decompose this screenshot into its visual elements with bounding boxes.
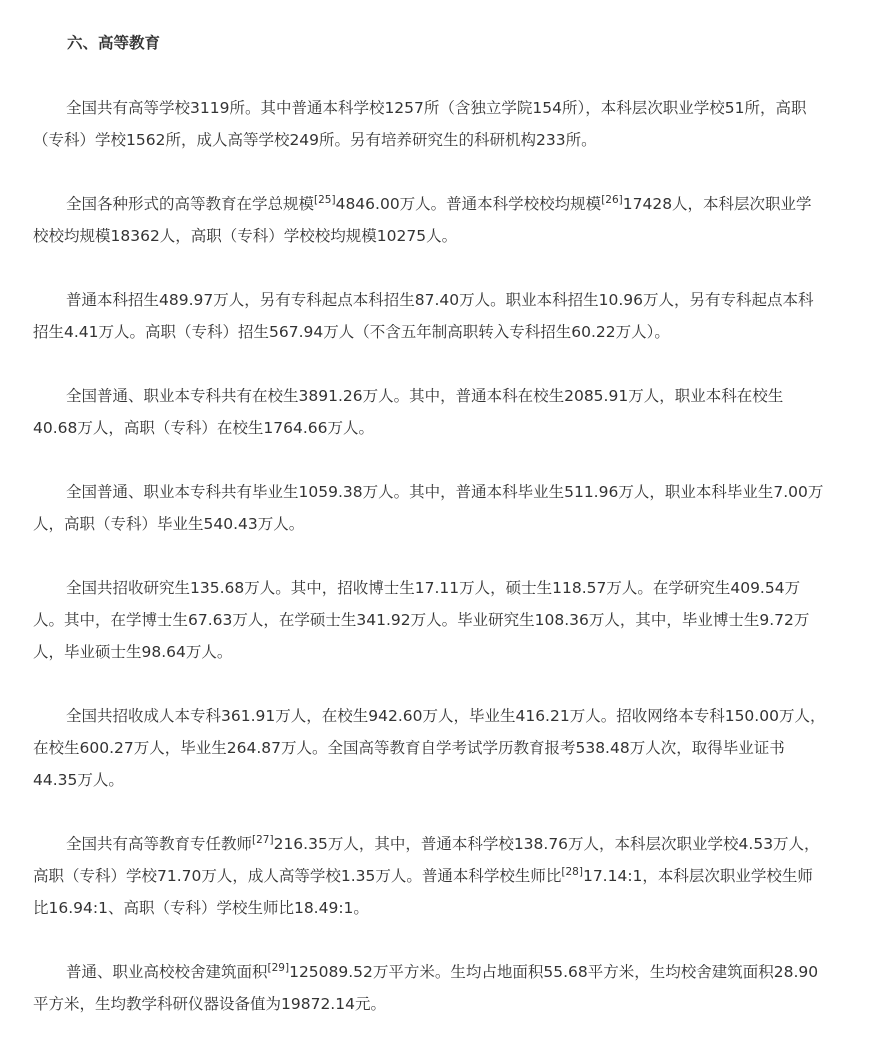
text-segment: 人。其中，在学博士生67.63万人，在学硕士生341.92万人。毕业研究生108.36万人，其中，毕业博士生9.72万 bbox=[33, 611, 810, 629]
paragraph bbox=[33, 476, 833, 540]
text-segment: 人，高职（专科）毕业生540.43万人。 bbox=[33, 515, 305, 533]
footnote-ref[interactable]: [26] bbox=[601, 194, 623, 206]
paragraph-line bbox=[33, 700, 833, 732]
footnote-ref[interactable]: [29] bbox=[267, 962, 290, 974]
paragraph-line bbox=[33, 892, 833, 924]
paragraph-line bbox=[33, 316, 833, 348]
paragraph-line bbox=[33, 572, 833, 604]
paragraph-line bbox=[33, 860, 833, 892]
text-segment: 125089.52万平方米。生均占地面积55.68平方米，生均校舍建筑面积28.90 bbox=[289, 963, 819, 981]
paragraph-line bbox=[33, 956, 833, 988]
paragraph-line bbox=[33, 828, 833, 860]
text-segment: 普通、职业高校校舍建筑面积 bbox=[66, 963, 268, 981]
text-segment: 在校生600.27万人，毕业生264.87万人。全国高等教育自学考试学历教育报考538.48万人次，取得毕业证书 bbox=[33, 739, 785, 757]
paragraph bbox=[33, 92, 833, 156]
paragraph-line bbox=[33, 92, 833, 124]
footnote-ref[interactable]: [28] bbox=[561, 866, 583, 878]
text-segment: 校校均规模18362人，高职（专科）学校校均规模10275人。 bbox=[33, 227, 458, 245]
paragraph-line bbox=[33, 508, 833, 540]
paragraph-line bbox=[33, 604, 833, 636]
paragraph-line bbox=[33, 380, 833, 412]
text-segment: 招生4.41万人。高职（专科）招生567.94万人（不含五年制高职转入专科招生60.22万人）。 bbox=[33, 323, 670, 341]
footnote-ref[interactable]: [25] bbox=[314, 194, 336, 206]
text-segment: 全国各种形式的高等教育在学总规模 bbox=[66, 195, 315, 213]
text-segment: 全国普通、职业本专科共有毕业生1059.38万人。其中，普通本科毕业生511.96万人，职业本科毕业生7.00万 bbox=[66, 483, 824, 501]
paragraph-line bbox=[33, 988, 833, 1020]
text-segment: 高职（专科）学校71.70万人，成人高等学校1.35万人。普通本科学校生师比 bbox=[33, 867, 562, 885]
paragraph-line bbox=[33, 412, 833, 444]
paragraph bbox=[33, 284, 833, 348]
text-segment: 人，毕业硕士生98.64万人。 bbox=[33, 643, 233, 661]
text-segment: 全国共有高等教育专任教师 bbox=[66, 835, 253, 853]
text-segment: （专科）学校1562所，成人高等学校249所。另有培养研究生的科研机构233所。 bbox=[33, 131, 597, 149]
text-segment: 全国共有高等学校3119所。其中普通本科学校1257所（含独立学院154所），本科层次职业学校51所，高职 bbox=[66, 99, 807, 117]
text-segment: 全国普通、职业本专科共有在校生3891.26万人。其中，普通本科在校生2085.91万人，职业本科在校生 bbox=[66, 387, 784, 405]
paragraph bbox=[33, 380, 833, 444]
paragraph-line bbox=[33, 188, 833, 220]
paragraph bbox=[33, 700, 833, 796]
paragraph-line bbox=[33, 732, 833, 764]
text-segment: 17.14:1，本科层次职业学校生师 bbox=[582, 867, 813, 885]
paragraph bbox=[33, 828, 833, 924]
text-segment: 40.68万人，高职（专科）在校生1764.66万人。 bbox=[33, 419, 374, 437]
paragraph bbox=[33, 188, 833, 252]
paragraph-line bbox=[33, 636, 833, 668]
paragraph-line bbox=[33, 220, 833, 252]
paragraph-line bbox=[33, 284, 833, 316]
text-segment: 普通本科招生489.97万人，另有专科起点本科招生87.40万人。职业本科招生10.96万人，另有专科起点本科 bbox=[66, 291, 814, 309]
text-segment: 平方米，生均教学科研仪器设备值为19872.14元。 bbox=[33, 995, 386, 1013]
paragraph-line bbox=[33, 476, 833, 508]
text-segment: 全国共招收研究生135.68万人。其中，招收博士生17.11万人，硕士生118.57万人。在学研究生409.54万 bbox=[66, 579, 801, 597]
text-segment: 17428人，本科层次职业学 bbox=[622, 195, 812, 213]
text-segment: 4846.00万人。普通本科学校校均规模 bbox=[335, 195, 602, 213]
paragraph-line bbox=[33, 764, 833, 796]
section-heading: 六、高等教育 bbox=[67, 34, 161, 52]
text-segment: 44.35万人。 bbox=[33, 771, 124, 789]
paragraph bbox=[33, 572, 833, 668]
paragraph bbox=[33, 956, 833, 1020]
text-segment: 比16.94:1、高职（专科）学校生师比18.49:1。 bbox=[33, 899, 369, 917]
paragraph-line bbox=[33, 124, 833, 156]
text-segment: 216.35万人，其中，普通本科学校138.76万人，本科层次职业学校4.53万人， bbox=[273, 835, 820, 853]
footnote-ref[interactable]: [27] bbox=[252, 834, 274, 846]
text-segment: 全国共招收成人本专科361.91万人，在校生942.60万人，毕业生416.21万人。招收网络本专科150.00万人， bbox=[66, 707, 826, 725]
